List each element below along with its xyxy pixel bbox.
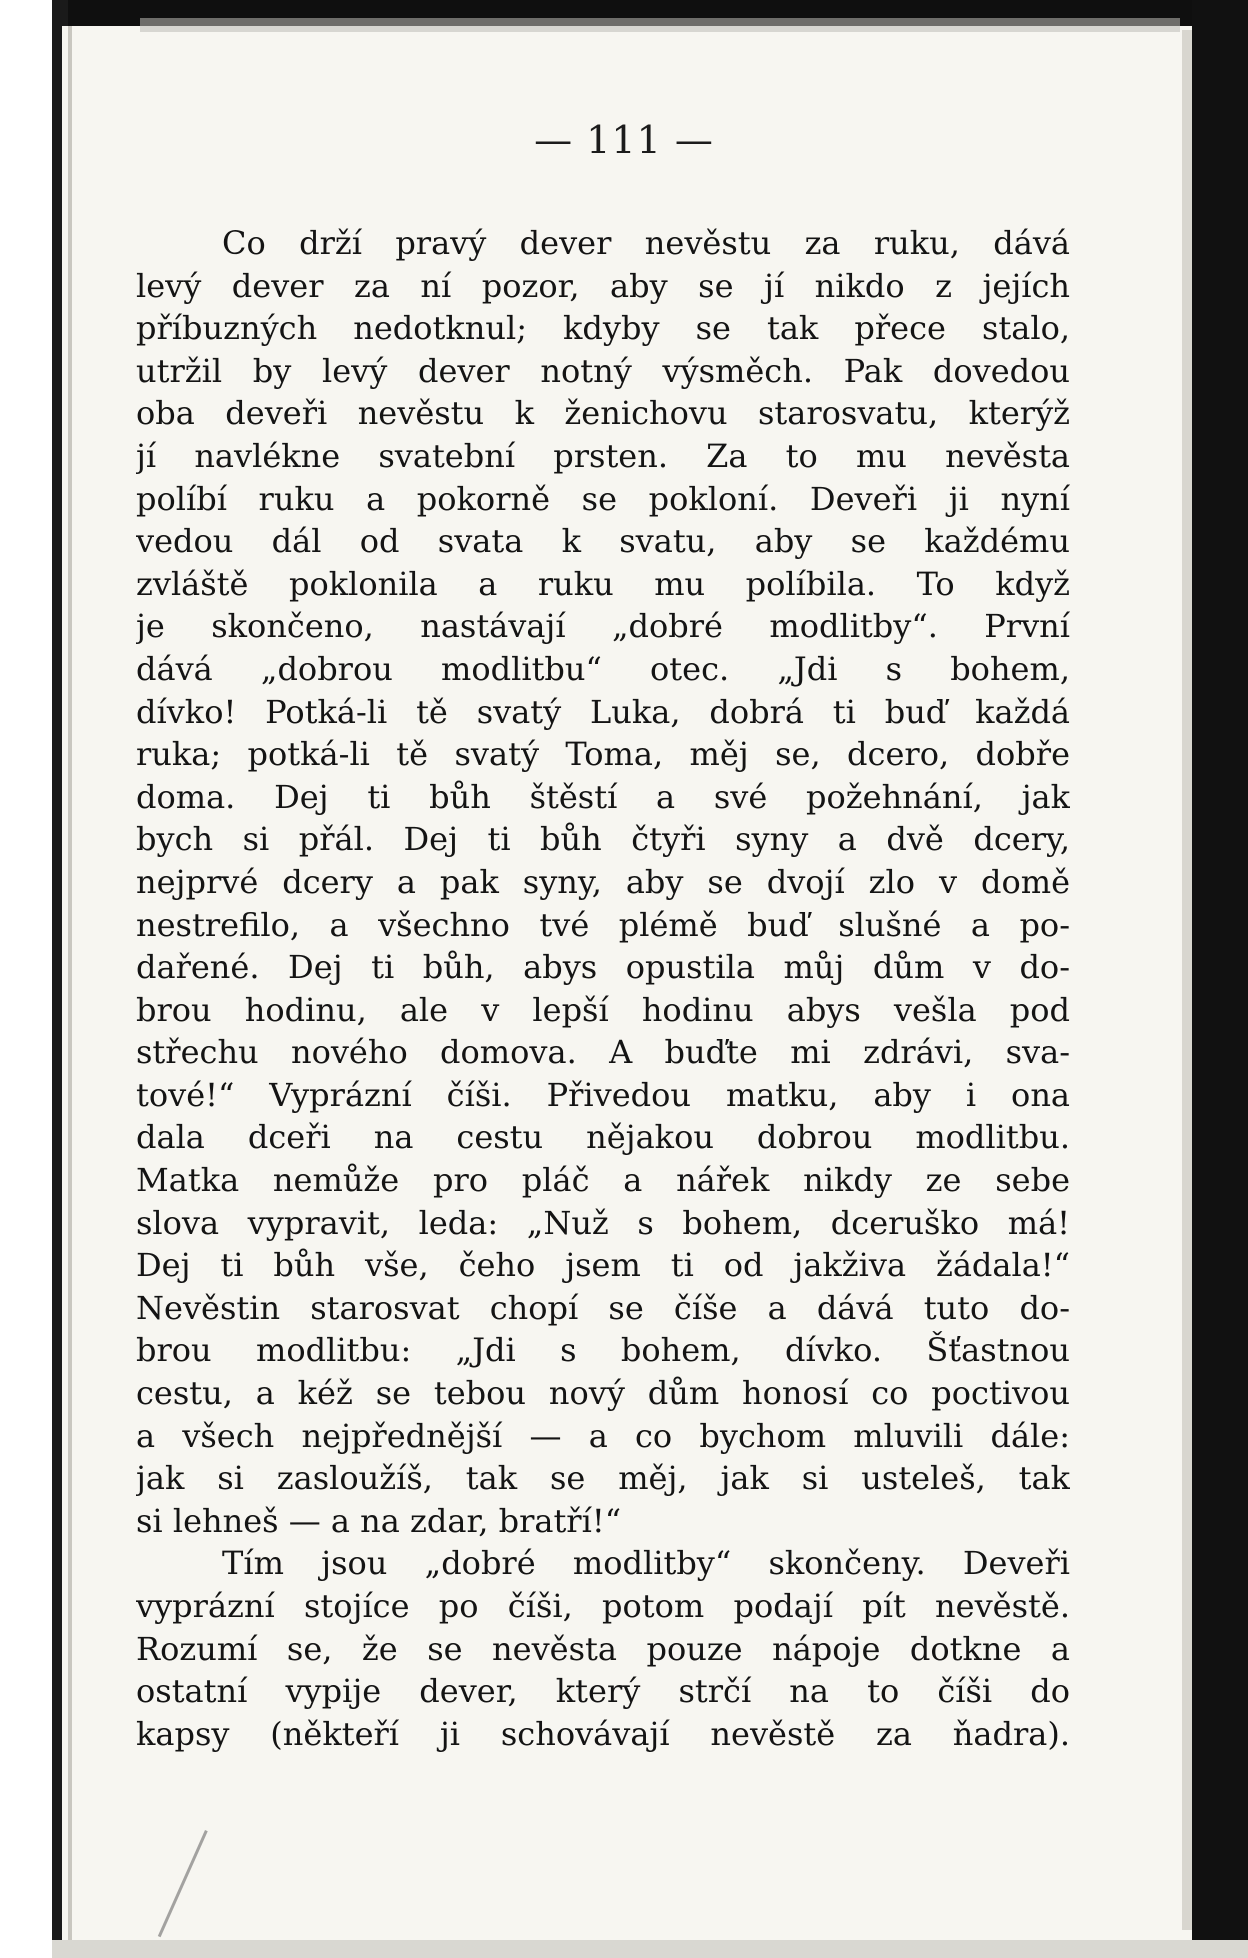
text-line: Tím jsou „dobré modlitby“ skončeny. Deveři	[222, 1544, 1070, 1583]
text-line: ruka; potká-li tě svatý Toma, měj se, dcero, dobře	[136, 735, 1070, 774]
text-line: oba deveři nevěstu k ženichovu starosvatu, kterýž	[136, 394, 1070, 433]
text-line: utržil by levý dever notný výsměch. Pak dovedou	[136, 351, 1070, 390]
text-line: levý dever za ní pozor, aby se jí nikdo z jejích	[136, 266, 1070, 305]
text-line: dívko! Potká-li tě svatý Luka, dobrá ti buď každá	[136, 692, 1070, 731]
text-line: jí navlékne svatební prsten. Za to mu nevěsta	[136, 436, 1070, 475]
text-line: si lehneš — a na zdar, bratří!“	[136, 1501, 622, 1540]
text-line: nejprvé dcery a pak syny, aby se dvojí zlo v domě	[136, 862, 1070, 901]
scan-right-border	[1192, 0, 1248, 1958]
text-line: doma. Dej ti bůh štěstí a své požehnání, jak	[136, 777, 1070, 816]
text-line: jak si zasloužíš, tak se měj, jak si usteleš, tak	[136, 1459, 1070, 1498]
text-line: příbuzných nedotknul; kdyby se tak přece stalo,	[136, 309, 1070, 348]
text-line: Co drží pravý dever nevěstu za ruku, dává	[222, 224, 1070, 262]
text-line: dává „dobrou modlitbu“ otec. „Jdi s bohem,	[136, 649, 1070, 688]
text-line: a všech nejpřednější — a co bychom mluvili dále:	[136, 1416, 1070, 1455]
text-line: Dej ti bůh vše, čeho jsem ti od jakživa žádala!“	[136, 1246, 1070, 1285]
text-line: nestrefilo, a všechno tvé plémě buď slušné a po-	[136, 905, 1070, 944]
page-right-edge	[1182, 30, 1192, 1930]
text-line: brou modlitbu: „Jdi s bohem, dívko. Šťastnou	[136, 1331, 1070, 1370]
text-line: brou hodinu, ale v lepší hodinu abys vešla pod	[136, 990, 1070, 1029]
text-line: zvláště poklonila a ruku mu políbila. To když	[136, 564, 1070, 603]
text-line: je skončeno, nastávají „dobré modlitby“. První	[136, 607, 1070, 646]
body-text	[136, 222, 1070, 1755]
text-line: Rozumí se, že se nevěsta pouze nápoje dotkne a	[136, 1629, 1070, 1668]
text-line: tové!“ Vyprázní číši. Přivedou matku, aby i ona	[136, 1075, 1070, 1114]
text-line: Nevěstin starosvat chopí se číše a dává tuto do-	[136, 1288, 1070, 1327]
text-line: střechu nového domova. A buďte mi zdrávi, sva-	[136, 1033, 1070, 1072]
text-line: ostatní vypije dever, který strčí na to číši do	[136, 1672, 1070, 1711]
text-line: vedou dál od svata k svatu, aby se každému	[136, 522, 1070, 561]
text-line: Matka nemůže pro pláč a nářek nikdy ze sebe	[136, 1161, 1070, 1200]
text-line: vyprázní stojíce po číši, potom podají pít nevěstě.	[136, 1587, 1070, 1625]
page-bottom-edge	[52, 1940, 1248, 1958]
text-line: kapsy (někteří ji schovávají nevěstě za ňadra).	[136, 1714, 1070, 1753]
page-top-shadow	[140, 18, 1180, 32]
text-line: cestu, a kéž se tebou nový dům honosí co poctivou	[136, 1374, 1070, 1413]
text-line: bych si přál. Dej ti bůh čtyři syny a dvě dcery,	[136, 820, 1070, 859]
page-gutter	[68, 26, 72, 1940]
text-line: slova vypravit, leda: „Nuž s bohem, dceruško má!	[136, 1203, 1070, 1242]
page-number: — 111 —	[534, 118, 714, 162]
text-line: dala dceři na cestu nějakou dobrou modlitbu.	[136, 1118, 1070, 1157]
text-line: políbí ruku a pokorně se pokloní. Deveři ji nyní	[136, 479, 1070, 518]
text-line: dařené. Dej ti bůh, abys opustila můj dům v do-	[136, 948, 1070, 987]
